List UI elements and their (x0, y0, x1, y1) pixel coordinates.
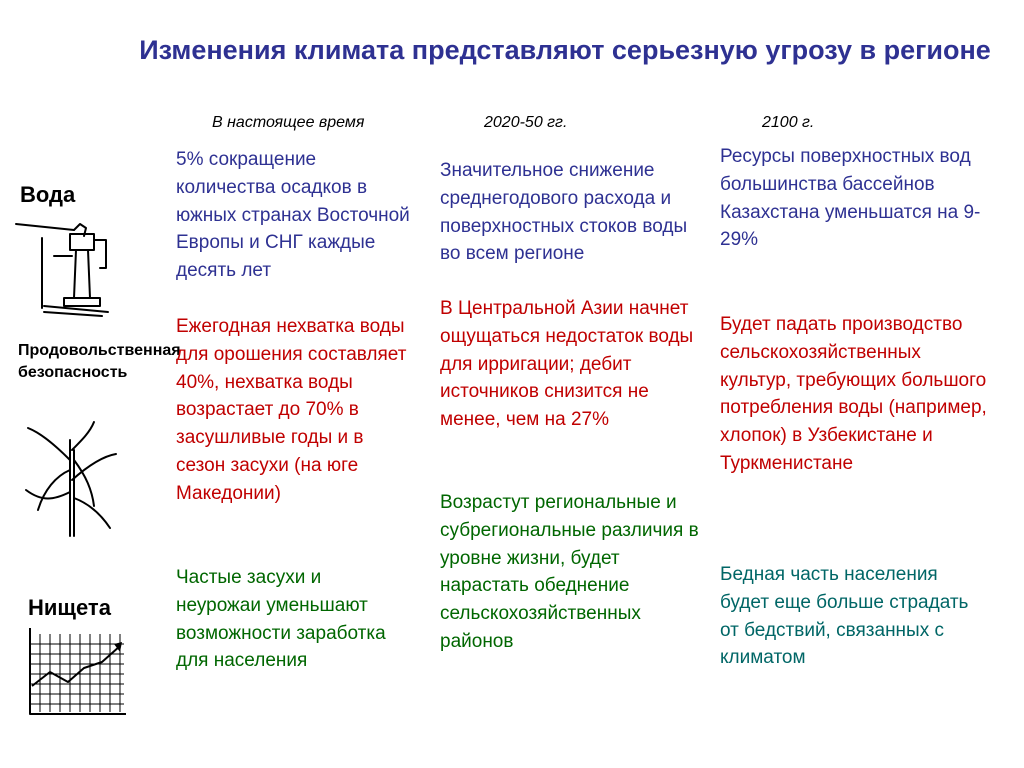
rising-chart-icon (18, 624, 128, 720)
water-pump-icon (14, 216, 114, 320)
row-label-poverty: Нищета (28, 595, 111, 620)
row-label-food: Продовольственная безопасность (18, 342, 181, 381)
col3-food-text: Будет падать производство сельскохозяйственных культур, требующих большого потребления воды (например, хлопок) в Узбекистане и Туркменистане (720, 314, 987, 474)
row-label-water: Вода (20, 182, 76, 207)
col2-water-text: Значительное снижение среднегодового расхода и поверхностных стоков воды во всем регионе (440, 160, 688, 265)
col1-poverty-text: Частые засухи и неурожаи уменьшают возможности заработка для населения (176, 567, 386, 672)
col3-poverty-text: Бедная часть населения будет еще больше страдать от бедствий, связанных с климатом (720, 564, 969, 669)
col2-poverty-text: Возрастут региональные и субрегиональные различия в уровне жизни, будет нарастать обеднение сельскохозяйственных районов (440, 492, 699, 652)
col1-water-text: 5% сокращение количества осадков в южных странах Восточной Европы и СНГ каждые десять лет (176, 149, 410, 282)
column-header-2100: 2100 г. (762, 114, 815, 131)
page-title: Изменения климата представляют серьезную угрозу в регионе (139, 35, 991, 65)
col1-food-text: Ежегодная нехватка воды для орошения составляет 40%, нехватка воды возрастает до 70% в засушливые годы и в сезон засухи (на юге Македонии) (176, 316, 407, 504)
col3-water-text: Ресурсы поверхностных вод большинства бассейнов Казахстана уменьшатся на 9-29% (720, 146, 981, 251)
column-header-present: В настоящее время (212, 114, 365, 131)
col2-food-text: В Центральной Азии начнет ощущаться недостаток воды для ирригации; дебит источников снизится не менее, чем на 27% (440, 298, 694, 431)
withered-plant-icon (20, 420, 120, 540)
column-header-2020-50: 2020-50 гг. (484, 114, 568, 131)
